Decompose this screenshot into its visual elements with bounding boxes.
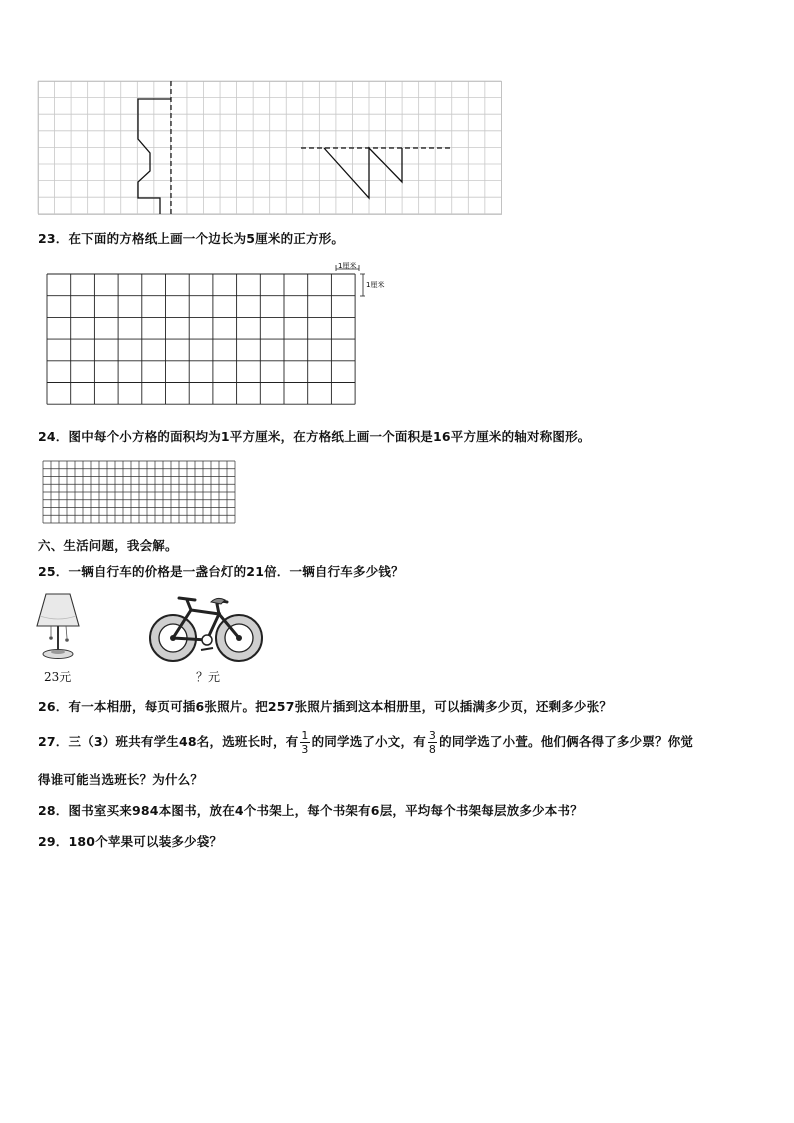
question-number: 24． [38,429,69,444]
question-number: 29． [38,834,69,849]
question-text: 有一本相册，每页可插6张照片。把257张照片插到这本相册里，可以插满多少页，还剩多少张？ [68,699,613,714]
square-drawing-grid [46,260,386,410]
bicycle-price-label: ？元 [196,670,221,684]
question-number: 26． [38,699,69,714]
fraction-three-eighths: $\frac{3}{8}$ [428,729,437,756]
question-23 [38,229,344,247]
question-27-line2: 得谁可能当选班长？为什么？ [38,772,204,787]
question-text-part3: 的同学选了小萱。他们俩各得了多少票？你觉 [439,734,694,749]
question-text: 图书室买来984本图书，放在4个书架上，每个书架有6层，平均每个书架每层放多少本书？ [68,803,583,818]
lamp-price-label: 23元 [44,670,72,684]
question-number: 28． [38,803,69,818]
question-26 [38,697,612,715]
question-text: 一辆自行车的价格是一盏台灯的21倍．一辆自行车多少钱？ [68,564,404,579]
symmetric-shape-grid [42,460,236,524]
question-29 [38,832,222,850]
question-text: 在下面的方格纸上画一个边长为5厘米的正方形。 [68,231,345,246]
fraction-one-third: $\frac{1}{3}$ [301,729,309,756]
symmetry-grid-figure [38,81,503,215]
question-28 [38,801,583,819]
question-text-part2: 的同学选了小文，有 [311,734,426,749]
question-text: 180个苹果可以装多少袋？ [68,834,223,849]
question-number: 25． [38,564,69,579]
question-number: 27． [38,734,69,749]
question-text: 图中每个小方格的面积均为1平方厘米，在方格纸上画一个面积是16平方厘米的轴对称图形。 [68,429,591,444]
scale-label-horizontal: 1厘米 [338,262,357,270]
question-25 [38,562,404,580]
scale-label-vertical: 1厘米 [366,281,385,289]
section-6-heading: 六、生活问题，我会解。 [38,538,178,553]
question-text-part1: 三（3）班共有学生48名，选班长时，有 [68,734,299,749]
desk-lamp-image [36,592,88,664]
question-24 [38,427,591,445]
question-27 [38,727,693,757]
bicycle-image [147,592,265,666]
half-figure-left [138,99,171,214]
question-number: 23． [38,231,69,246]
